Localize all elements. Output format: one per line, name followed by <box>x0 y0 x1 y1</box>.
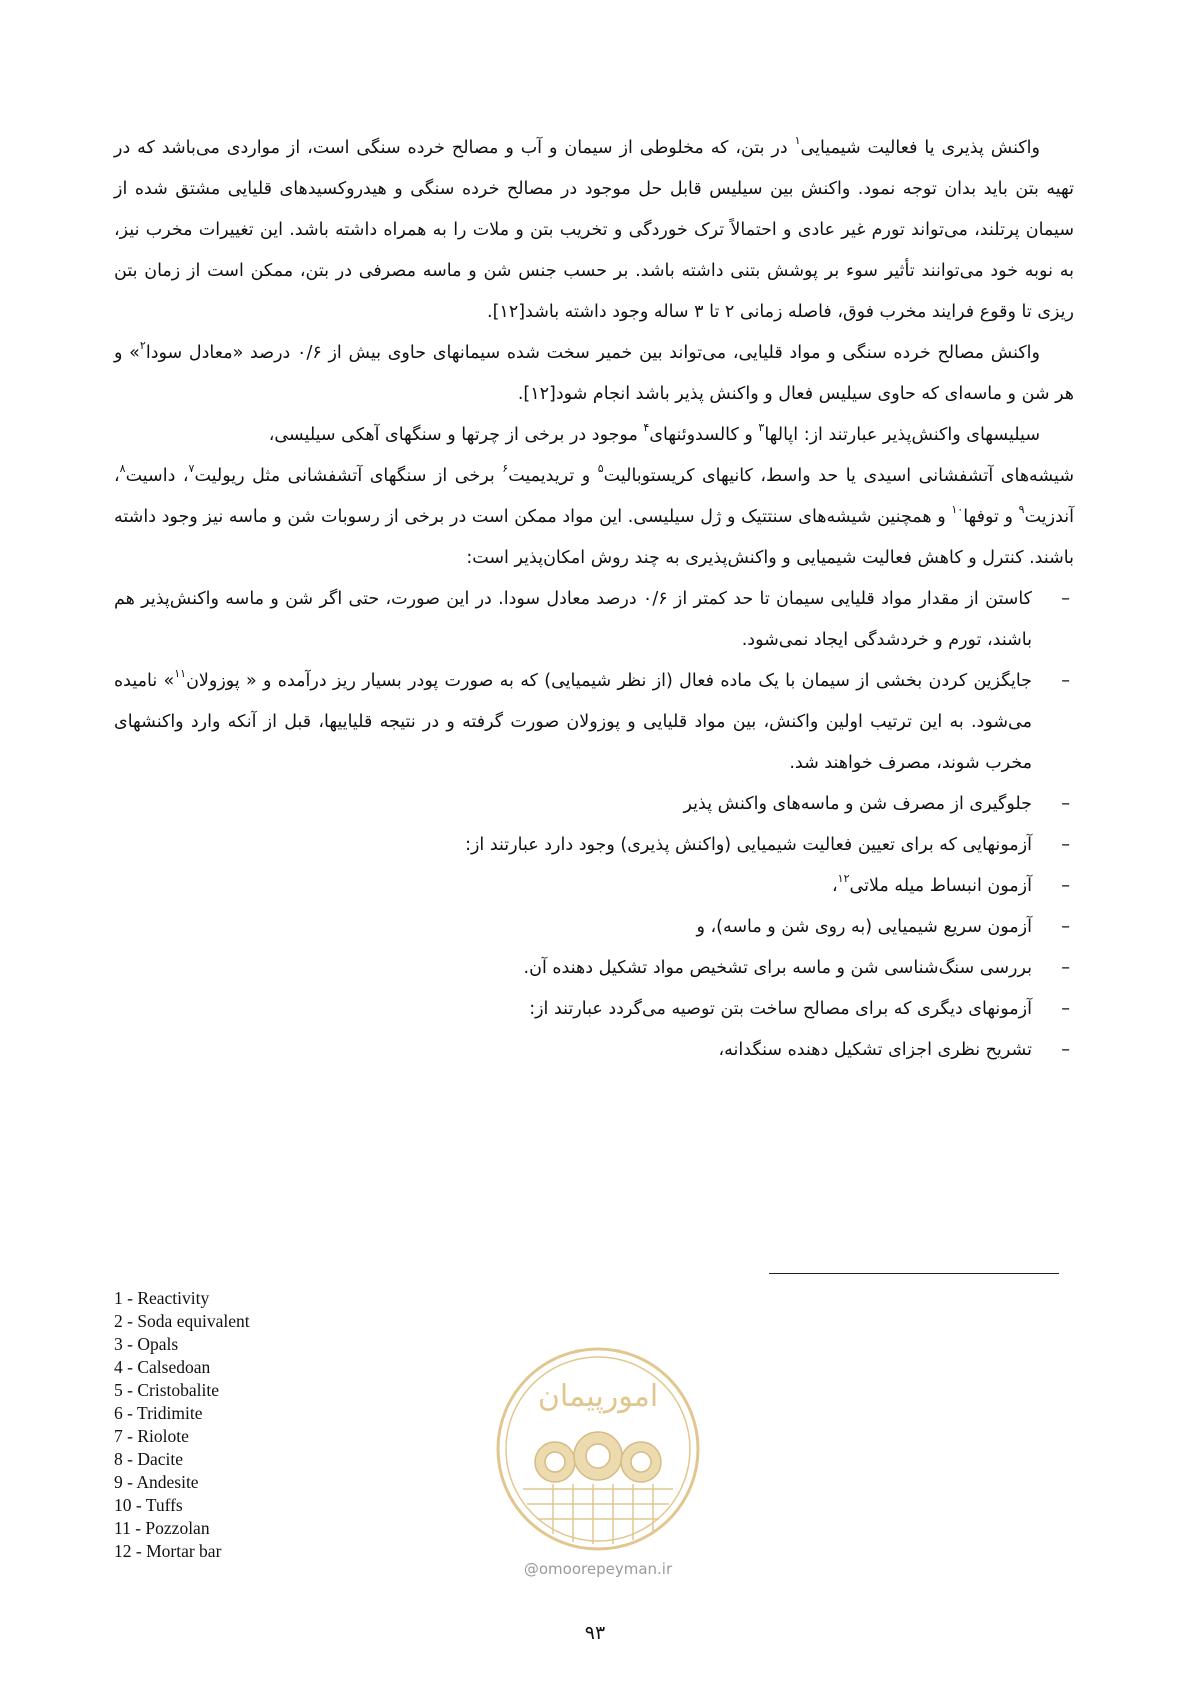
list-item-text: کاستن از مقدار مواد قلیایی سیمان تا حد کمتر از ۰/۶ درصد معادل سودا. در این صورت، حتی اگر شن و ماسه واکنش‌پذیر هم باشند، تورم و خردشدگی ایجاد نمی‌شود. <box>114 589 1033 650</box>
watermark-url: @omoorepeyman.ir <box>523 1560 673 1578</box>
footnote: 5 - Cristobalite <box>114 1380 219 1400</box>
body-text <box>114 128 1074 1071</box>
list-item-text: جلوگیری از مصرف شن و ماسه‌های واکنش پذیر <box>683 794 1032 814</box>
text-run: در بتن، که مخلوطی از سیمان و آب و مصالح خرده سنگی است، از مواردی می‌باشد که در تهیه بتن باید بدان توجه نمود. واکنش بین سیلیس قابل حل موجود در مصالح خرده سنگی و هیدروکسیدهای قلیایی مشتق شده از سیمان پرتلند، می‌تواند تورم غیر عادی و احتمالاً ترک خوردگی و تخریب بتن و ملات را به همراه داشته باشد. این تغییرات مخرب نیز، به نوبه خود می‌توانند تأثیر سوء بر پوشش بتنی داشته باشد. بر حسب جنس شن و ماسه مصرفی در بتن، ممکن است از زمان بتن ریزی تا وقوع فرایند مخرب فوق، فاصله زمانی ۲ تا ۳ ساله وجود داشته باشد[۱۲]. <box>114 138 1074 322</box>
footnote-ref-4: ۴ <box>643 421 650 435</box>
watermark-logo-text: امورپیمان <box>537 1379 659 1414</box>
dash-bullet-icon: – <box>1061 589 1070 609</box>
text-run: و همچنین شیشه‌های سنتتیک و ژل سیلیسی. این مواد ممکن است در برخی از رسوبات شن و ماسه نیز وجود داشته باشند. کنترل و کاهش فعالیت شیمیایی و واکنش‌پذیری به چند روش امکان‌پذیر است: <box>114 507 1074 568</box>
list-item-text: تشریح نظری اجزای تشکیل دهنده سنگدانه، <box>718 1040 1032 1060</box>
dash-bullet-icon: – <box>1061 999 1070 1019</box>
footnotes <box>114 1287 454 1563</box>
list-item <box>114 989 1074 1030</box>
footnote-ref-10: ۱۰ <box>951 503 964 517</box>
footnote-ref-1: ۱ <box>794 134 801 148</box>
list-item-text: » نامیده می‌شود. به این ترتیب اولین واکنش، بین مواد قلیایی و پوزولان صورت گرفته و در نتیجه قلیاییها، قبل از آنکه وارد واکنشهای مخرب شوند، مصرف خواهند شد. <box>114 671 1032 773</box>
list-item-text: آزمونهایی که برای تعیین فعالیت شیمیایی (واکنش پذیری) وجود دارد عبارتند از: <box>465 835 1032 855</box>
text-run: و توفها <box>963 507 1019 527</box>
footnote: 4 - Calsedoan <box>114 1357 211 1377</box>
list-item-text: آزمونهای دیگری که برای مصالح ساخت بتن توصیه می‌گردد عبارتند از: <box>529 999 1032 1019</box>
footnote: 8 - Dacite <box>114 1449 183 1469</box>
footnote-divider <box>769 1273 1059 1274</box>
footnote: 3 - Opals <box>114 1334 179 1354</box>
footnote: 2 - Soda equivalent <box>114 1311 250 1331</box>
list-item <box>114 1030 1074 1071</box>
text-run: شیشه‌های آتشفشانی اسیدی یا حد واسط، کانیهای کریستوبالیت <box>603 466 1074 486</box>
text-run: ، داسیت <box>125 466 189 486</box>
dash-bullet-icon: – <box>1061 876 1070 896</box>
list-item-text: آزمون انبساط میله ملاتی <box>849 876 1032 896</box>
footnote: 10 - Tuffs <box>114 1495 183 1515</box>
text-run: و کالسدوئنهای <box>649 425 759 445</box>
footnote: 6 - Tridimite <box>114 1403 203 1423</box>
text-run: برخی از سنگهای آتشفشانی مثل ریولیت <box>194 466 503 486</box>
watermark-logo <box>493 1344 703 1554</box>
dash-bullet-icon: – <box>1061 958 1070 978</box>
footnote-ref-7: ۷ <box>188 462 195 476</box>
text-run: موجود در برخی از چرتها و سنگهای آهکی سیلیسی، <box>268 425 644 445</box>
text-run: واکنش مصالح خرده سنگی و مواد قلیایی، می‌تواند بین خمیر سخت شده سیمانهای حاوی بیش از ۰/۶ درصد «معادل سودا <box>145 343 1040 363</box>
dash-bullet-icon: – <box>1061 794 1070 814</box>
footnote-ref-12: ۱۲ <box>837 872 850 886</box>
dash-bullet-icon: – <box>1061 917 1070 937</box>
gear-seal-icon <box>493 1344 703 1554</box>
footnote: 9 - Andesite <box>114 1472 199 1492</box>
bullet-list <box>114 579 1074 1071</box>
footnote-ref-11: ۱۱ <box>174 667 187 681</box>
footnote: 11 - Pozzolan <box>114 1518 210 1538</box>
footnote-ref-9: ۹ <box>1018 503 1025 517</box>
paragraph-4 <box>114 456 1074 579</box>
list-item <box>114 866 1074 907</box>
list-item-text: جایگزین کردن بخشی از سیمان با یک ماده فعال (از نظر شیمیایی) که به صورت پودر بسیار ریز درآمده و « پوزولان <box>186 671 1032 691</box>
footnote: 1 - Reactivity <box>114 1288 210 1308</box>
footnote-ref-5: ۵ <box>597 462 604 476</box>
footnote-ref-2: ۲ <box>139 339 146 353</box>
list-item <box>114 579 1074 661</box>
footnote-ref-8: ۸ <box>119 462 126 476</box>
list-item-text: آزمون سریع شیمیایی (به روی شن و ماسه)، و <box>696 917 1032 937</box>
list-item <box>114 825 1074 866</box>
text-run: واکنش پذیری یا فعالیت شیمیایی <box>800 138 1040 158</box>
dash-bullet-icon: – <box>1061 671 1070 691</box>
list-item <box>114 948 1074 989</box>
list-item <box>114 784 1074 825</box>
dash-bullet-icon: – <box>1061 1040 1070 1060</box>
text-run: » و هر شن و ماسه‌ای که حاوی سیلیس فعال و واکنش پذیر باشد انجام شود[۱۲]. <box>114 343 1074 404</box>
text-run: ، آندزیت <box>114 466 1074 527</box>
list-item-text: بررسی سنگ‌شناسی شن و ماسه برای تشخیص مواد تشکیل دهنده آن. <box>523 958 1032 978</box>
list-item <box>114 907 1074 948</box>
footnote-ref-3: ۳ <box>758 421 765 435</box>
text-run: سیلیسهای واکنش‌پذیر عبارتند از: اپالها <box>764 425 1040 445</box>
footnote-ref-6: ۶ <box>502 462 509 476</box>
list-item-text: ، <box>832 876 838 896</box>
footnote: 7 - Riolote <box>114 1426 189 1446</box>
page-number: ۹۳ <box>584 1622 606 1644</box>
paragraph-1 <box>114 128 1074 333</box>
footnote: 12 - Mortar bar <box>114 1541 222 1561</box>
paragraph-3 <box>114 415 1074 456</box>
dash-bullet-icon: – <box>1061 835 1070 855</box>
text-run: و تریدیمیت <box>508 466 598 486</box>
paragraph-2 <box>114 333 1074 415</box>
list-item <box>114 661 1074 784</box>
